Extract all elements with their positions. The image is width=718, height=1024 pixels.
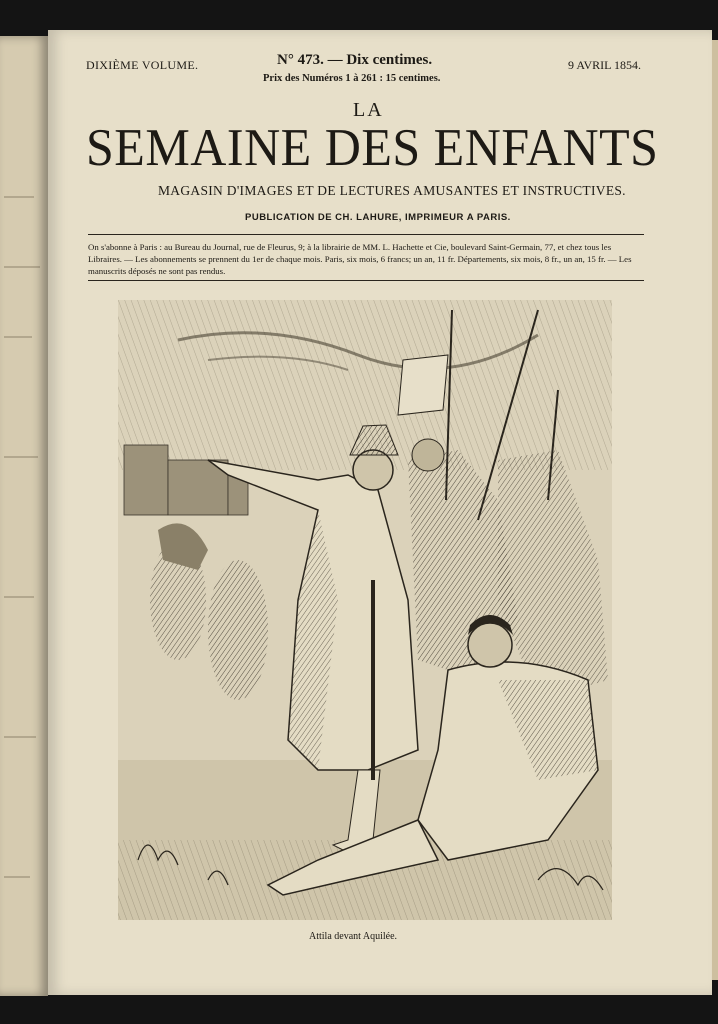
left-page-text-line bbox=[4, 266, 40, 268]
left-page-text-line bbox=[4, 196, 34, 198]
left-page-text-line bbox=[4, 336, 32, 338]
masthead-title: SEMAINE DES ENFANTS bbox=[86, 117, 659, 177]
engraving-illustration bbox=[118, 300, 612, 920]
price-note: Prix des Numéros 1 à 261 : 15 centimes. bbox=[263, 73, 441, 84]
issue-date: 9 AVRIL 1854. bbox=[568, 58, 642, 72]
left-page-text-line bbox=[4, 736, 36, 738]
banner bbox=[398, 355, 448, 415]
engraving-drawing bbox=[118, 300, 612, 920]
left-page-edge bbox=[0, 36, 48, 996]
left-page-text-line bbox=[4, 456, 38, 458]
rule-top bbox=[88, 234, 644, 235]
left-page-text-line bbox=[4, 596, 34, 598]
illustration-caption: Attila devant Aquilée. bbox=[309, 931, 398, 942]
issue-number: N° 473. — Dix centimes. bbox=[277, 52, 433, 68]
title-article: LA bbox=[353, 99, 384, 121]
rule-bottom bbox=[88, 280, 644, 281]
masthead-subtitle: MAGASIN D'IMAGES ET DE LECTURES AMUSANTES ET INSTRUCTIVES. bbox=[158, 183, 626, 198]
subscription-notice: On s'abonne à Paris : au Bureau du Journal, rue de Fleurus, 9; à la librairie de MM. L. Hachette et Cie, boulevard Saint-Germain, 77, et chez tous les Libraires. — Les abonnements se prennent du 1er de chaque mois. Paris, six mois, 6 francs; un an, 11 fr. Départements, six mois, 8 fr., un an, 15 fr. — Les manuscrits déposés ne sont pas rendus. bbox=[88, 242, 632, 276]
left-page-text-line bbox=[4, 876, 30, 878]
publisher-line: PUBLICATION DE CH. LAHURE, IMPRIMEUR A PARIS. bbox=[245, 212, 511, 223]
volume-label: DIXIÈME VOLUME. bbox=[86, 58, 199, 72]
